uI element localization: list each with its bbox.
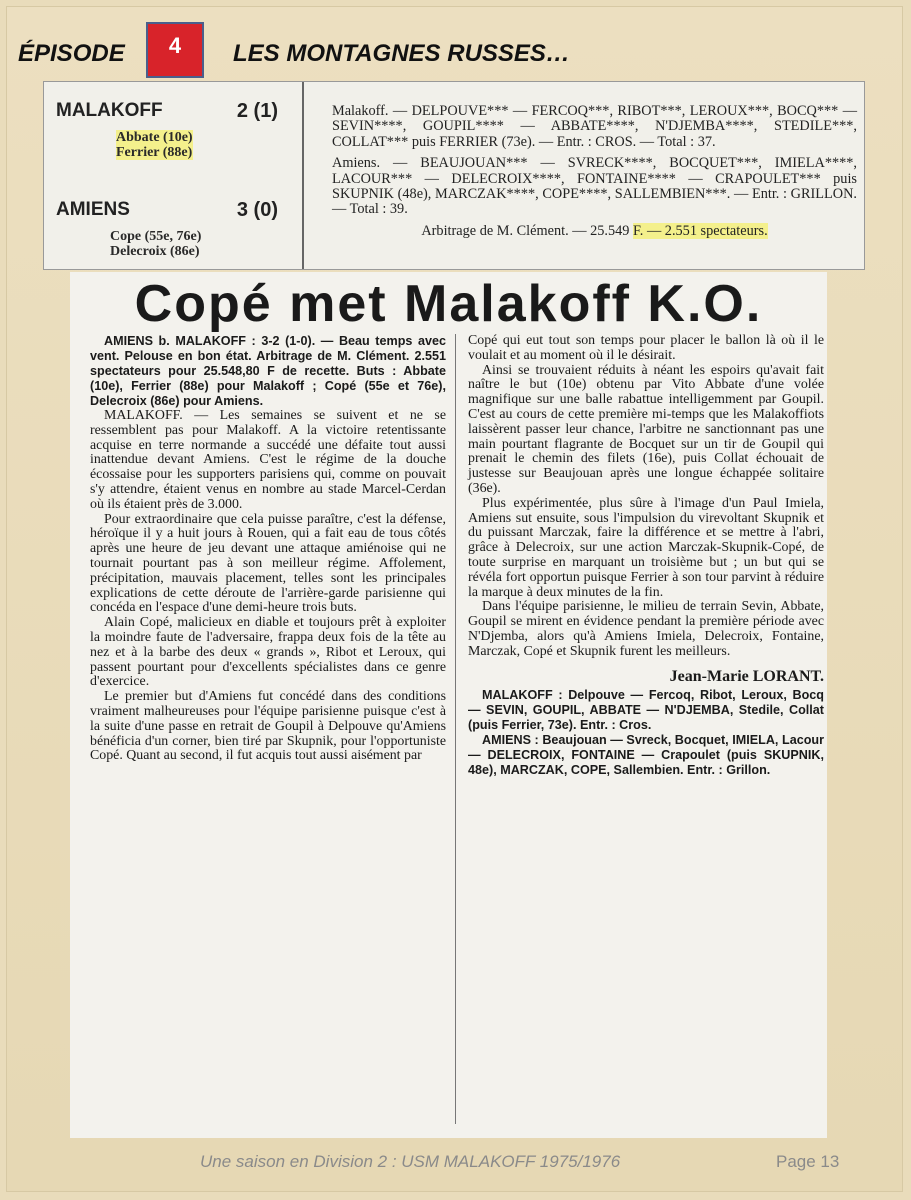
article-intro: AMIENS b. MALAKOFF : 3-2 (1-0). — Beau temps avec vent. Pelouse en bon état. Arbitrage de M. Clément. 2.551 spectateurs pour 25.548,80 F de recette. Buts : Abbate (10e), Ferrier (88e) pour Malakoff ; Copé (55e et 76e), Delecroix (86e) pour Amiens.: [90, 334, 446, 408]
lineup-malakoff: MALAKOFF : Delpouve — Fercoq, Ribot, Leroux, Bocq — SEVIN, GOUPIL, ABBATE — N'DJEMBA, Stedile, Collat (puis Ferrier, 73e). Entr. : Cros.: [468, 688, 824, 733]
page-number: Page 13: [776, 1152, 840, 1171]
referee-text: Arbitrage de M. Clément. — 25.549: [421, 222, 630, 239]
article-paragraph: Le premier but d'Amiens fut concédé dans des conditions vraiment malheureuses pour l'équipe parisienne puisque c'est à la suite d'une passe en retrait de Goupil à Delpouve qu'Amiens bénéficia d'un corner, bien tiré par Skupnik, pour l'opportuniste Copé. Quant au second, il fut acquis tout aussi aisément par: [90, 689, 446, 764]
referee-line: [332, 224, 857, 239]
article-paragraph: Ainsi se trouvaient réduits à néant les espoirs qu'avait fait naître le but (10e) obtenu par Vito Abbate d'une volée magnifique sur une balle rabattue intelligemment par Goupil. C'est au cours de cette première mi-temps que les Malakoffiots laissèrent passer leur chance, l'arbitre ne sanctionnant pas une main pourtant flagrante de Bocquet sur un tir de Goupil qui prenait le chemin des filets (16e), puis Collat échouait de justesse sur Beaujouan après une longue échappée solitaire (36e).: [468, 362, 824, 496]
away-team: [56, 199, 294, 221]
column-divider: [455, 334, 456, 1124]
home-scorers: [116, 130, 193, 160]
episode-label: ÉPISODE: [18, 40, 125, 67]
episode-title: LES MONTAGNES RUSSES…: [233, 40, 570, 67]
away-scorer: Delecroix (86e): [110, 244, 200, 259]
score-summary: [44, 82, 304, 269]
home-team-score: 2 (1): [236, 100, 278, 122]
away-scorers: [110, 229, 201, 259]
attendance: F. — 2.551 spectateurs.: [632, 222, 768, 239]
article-paragraph: MALAKOFF. — Les semaines se suivent et ne se ressemblent pas pour Malakoff. A la victoire retentissante acquise en terre normande a succédé une défaite tout aussi inattendue devant Amiens. C'est le régime de la douche écossaise pour les supporters parisiens qui, comme on pouvait s'y attendre, étaient venus en nombre au stade Marcel-Cerdan où ils étaient près de 3.000.: [90, 408, 446, 512]
malakoff-lineup: Malakoff. — DELPOUVE*** — FERCOQ***, RIBOT***, LEROUX***, BOCQ*** — SEVIN****, GOUPIL**** — ABBATE****, N'DJEMBA****, STEDILE***, COLLAT*** puis FERRIER (73e). — Entr. : CROS. — Total : 37.: [332, 103, 857, 150]
away-team-score: 3 (0): [236, 199, 278, 221]
article-column-right: [468, 334, 824, 778]
episode-header: [18, 33, 898, 76]
away-scorer: Cope (55e, 76e): [110, 229, 202, 244]
article-paragraph: Dans l'équipe parisienne, le milieu de terrain Sevin, Abbate, Goupil se mirent en évidence pendant la première période avec N'Djemba, alors qu'à Amiens Imiela, Delecroix, Fontaine, Marczak, Copé et Skupnik furent les meilleurs.: [468, 599, 824, 659]
away-team-name: AMIENS: [56, 199, 130, 220]
lineups: [332, 104, 857, 245]
newspaper-article: [70, 272, 827, 1138]
article-paragraph: Alain Copé, malicieux en diable et toujours prêt à exploiter la moindre faute de l'adversaire, frappa deux fois de la tête au nez et à la barbe des deux « grands », Ribot et Leroux, qui passent pourtant pour d'excellents spécialistes dans ce genre d'exercice.: [90, 615, 446, 690]
home-team-name: MALAKOFF: [56, 100, 163, 121]
footer-text: Une saison en Division 2 : USM MALAKOFF 1975/1976: [200, 1152, 621, 1171]
article-paragraph: Copé qui eut tout son temps pour placer le ballon là où il le voulait et au moment où il le désirait.: [468, 333, 824, 363]
home-scorer: Abbate (10e): [116, 130, 193, 145]
article-paragraph: Plus expérimentée, plus sûre à l'image d'un Paul Imiela, Amiens sut ensuite, sous l'impulsion du virevoltant Skupnik et du puissant Marczak, faire la différence et se mettre à l'abri, grâce à Delecroix, sur une action Marczak-Skupnik-Copé, de toute surprise en marquant un troisième but ; un but qui se révéla fort opportun puisque Ferrier à son tour parvint à réduire la marque à deux minutes de la fin.: [468, 495, 824, 600]
article-column-left: [90, 334, 446, 764]
article-paragraph: Pour extraordinaire que cela puisse paraître, c'est la défense, héroïque il y a huit jours à Rouen, qui a fait eau de tous côtés après une heure de jeu devant une attaque amiénoise qui ne tournait pourtant pas à son meilleur régime. Affolement, précipitation, mauvais placement, telles sont les principales explications de cette déroute de l'arrière-garde parisienne qui concéda en l'espace d'une demi-heure trois buts.: [90, 511, 446, 616]
amiens-lineup: Amiens. — BEAUJOUAN*** — SVRECK****, BOCQUET***, IMIELA****, LACOUR*** — DELECROIX****, FONTAINE**** — CRAPOULET*** puis SKUPNIK (48e), MARCZAK****, COPE****, SALLEMBIEN***. — Entr. : GRILLON. — Total : 39.: [332, 155, 857, 218]
home-scorer: Ferrier (88e): [116, 145, 193, 160]
lineup-amiens: AMIENS : Beaujouan — Svreck, Bocquet, IMIELA, Lacour — DELECROIX, FONTAINE — Crapoulet (puis SKUPNIK, 48e), MARCZAK, COPE, Sallembien. Entr. : Grillon.: [468, 733, 824, 778]
episode-number-badge: 4: [146, 22, 204, 78]
article-headline: Copé met Malakoff K.O.: [134, 275, 763, 333]
match-scorebox: [43, 81, 865, 270]
home-team: [56, 100, 294, 122]
article-signature: Jean-Marie LORANT.: [669, 667, 824, 685]
